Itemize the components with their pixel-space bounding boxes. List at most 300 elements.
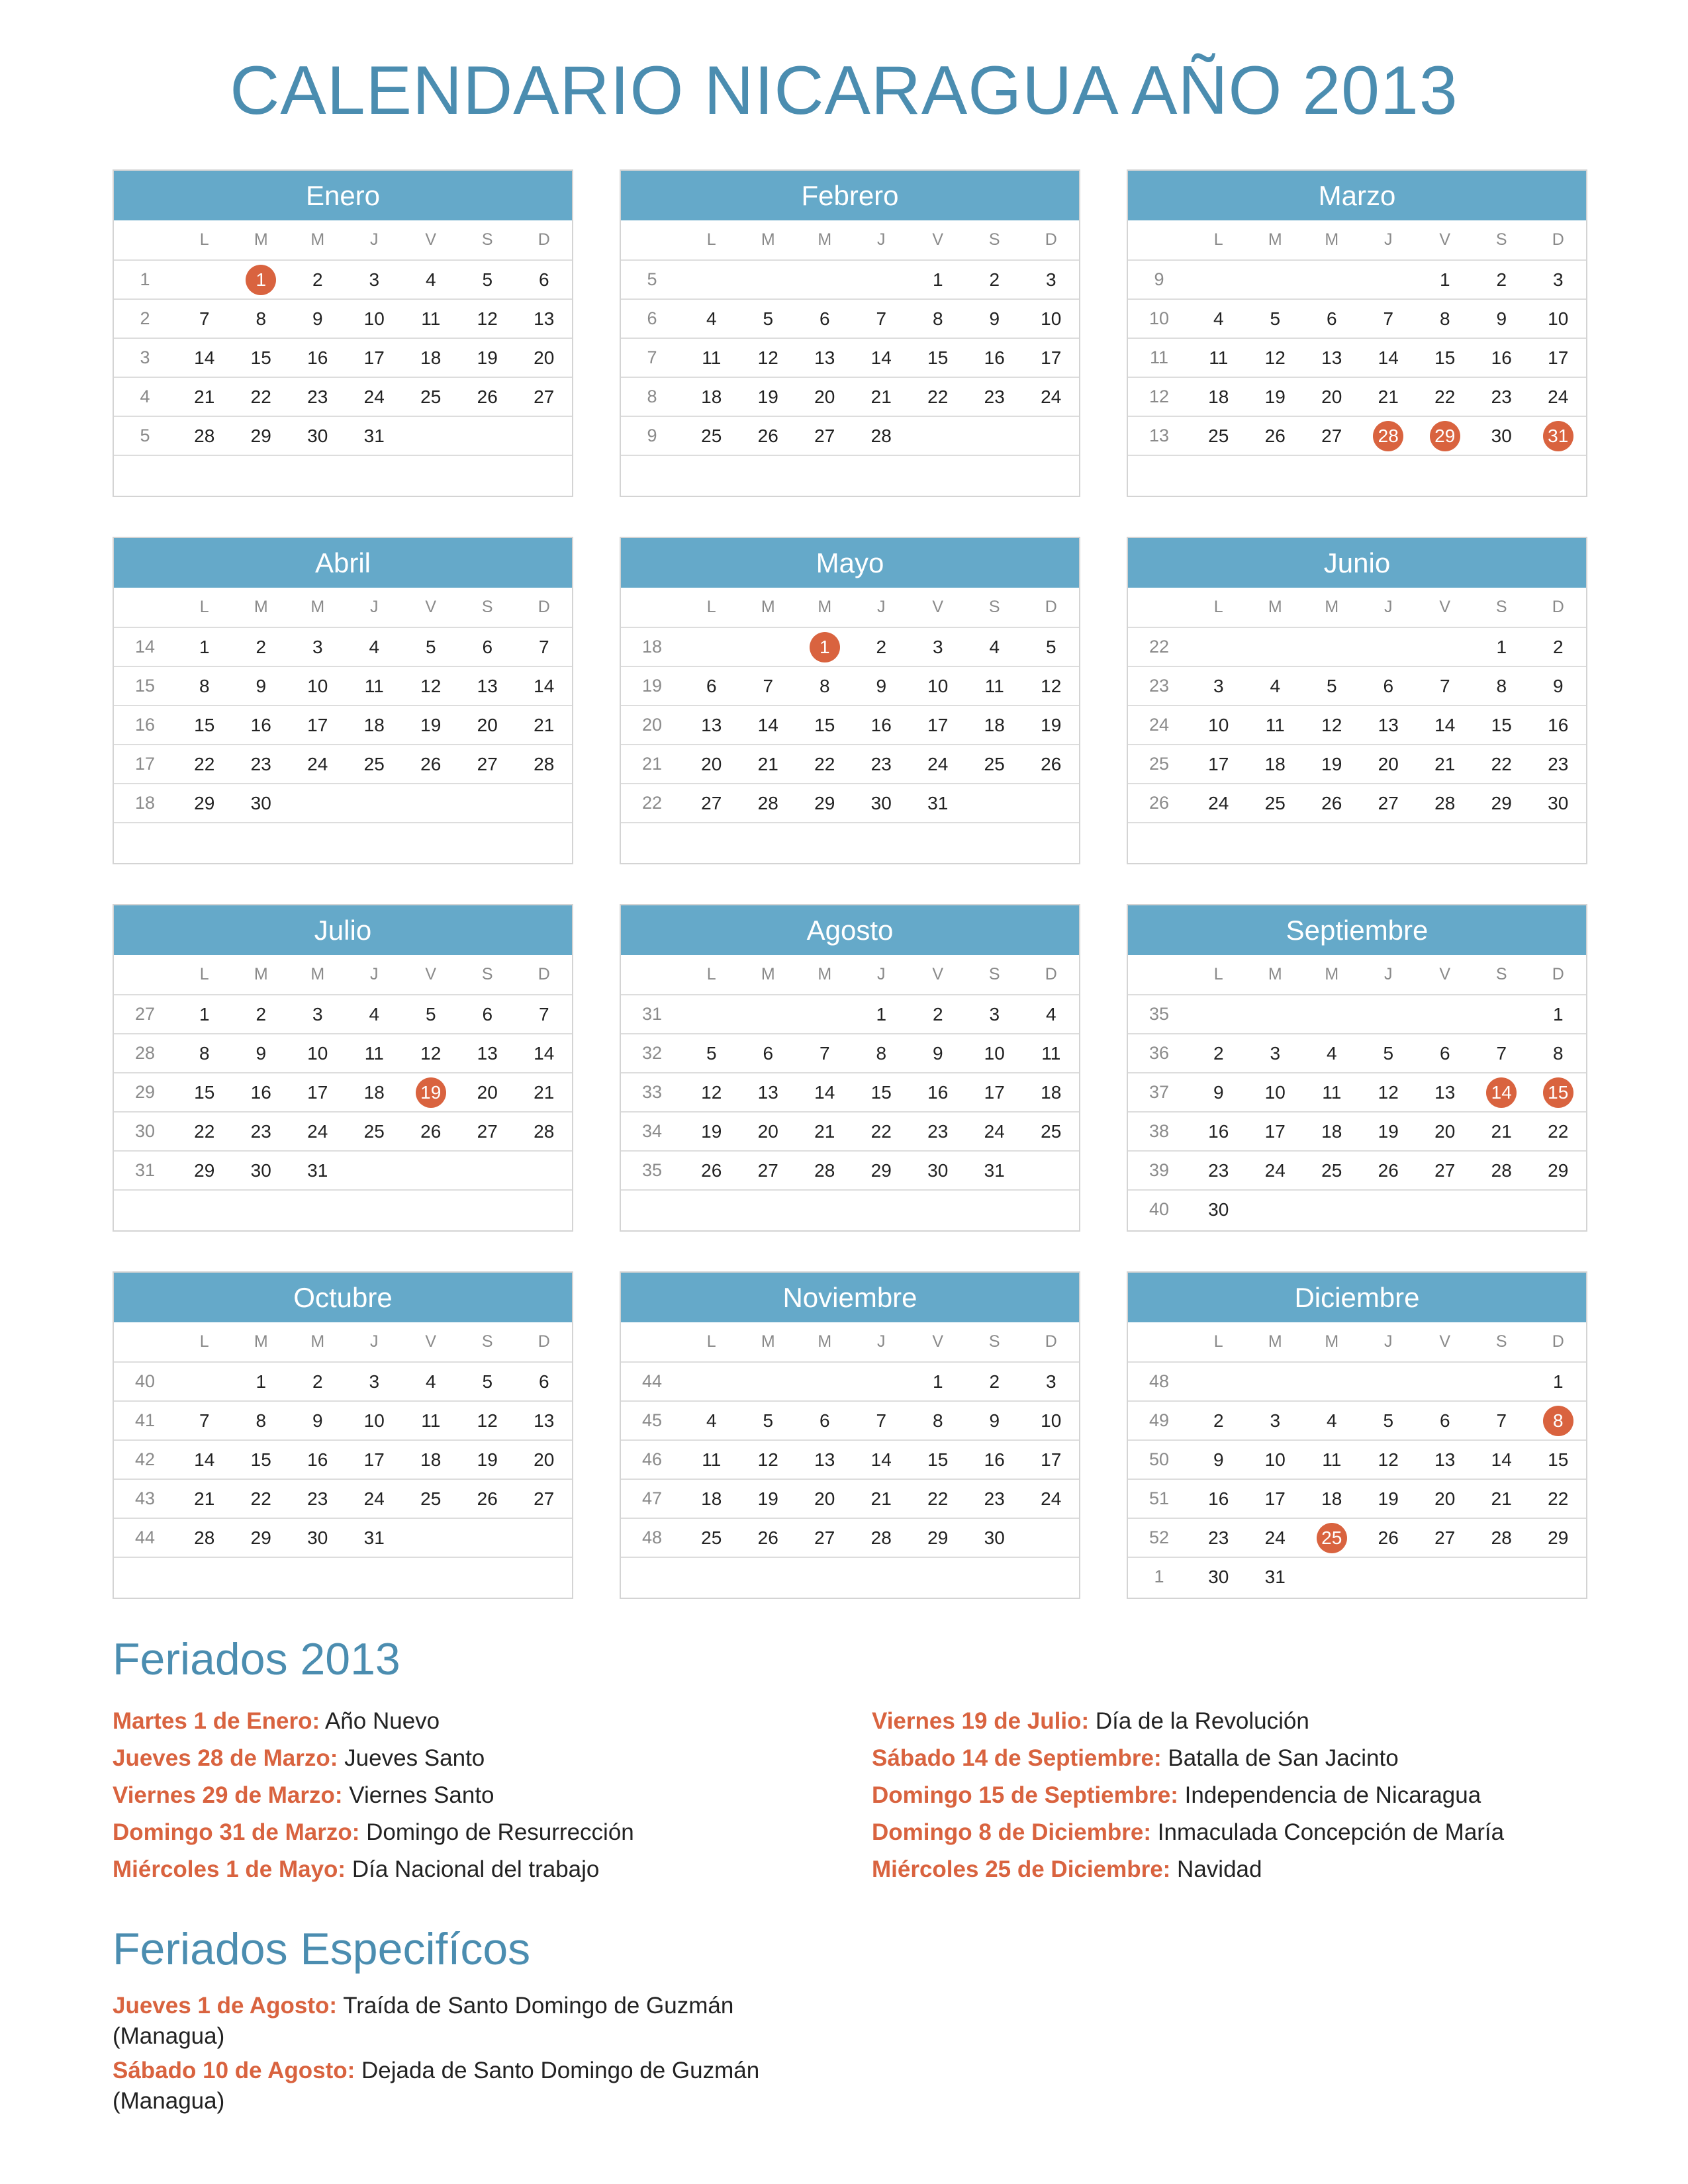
week-number: 29 [134, 1082, 156, 1102]
day-cell [233, 745, 290, 783]
weekday-label: J [370, 598, 379, 616]
day-number: 31 [1264, 1566, 1286, 1587]
day-cell [176, 995, 233, 1033]
day-cell [1360, 456, 1417, 494]
day-cell [1023, 1441, 1080, 1479]
week-number: 1 [140, 269, 150, 289]
weekday-label: M [1325, 598, 1339, 616]
day-number: 13 [757, 1081, 778, 1103]
day-number [979, 1562, 1009, 1592]
day-cell [1023, 745, 1080, 783]
day-number: 29 [1548, 1527, 1569, 1548]
day-cell [1023, 995, 1080, 1033]
day-cell [1023, 1558, 1080, 1596]
day-cell [459, 1113, 516, 1150]
day-number: 6 [763, 1042, 774, 1064]
week-number: 33 [641, 1082, 663, 1102]
day-number [1260, 265, 1290, 295]
day-cell [1360, 784, 1417, 822]
day-cell [516, 1480, 573, 1518]
day-number: 8 [876, 1042, 887, 1064]
day-cell [459, 628, 516, 666]
weekday-label: J [877, 965, 886, 983]
day-cell [740, 628, 797, 666]
day-number: 11 [364, 1042, 384, 1064]
day-number: 2 [1496, 269, 1507, 290]
month-name: Mayo [621, 538, 1079, 588]
day-cell [459, 667, 516, 705]
day-cell [796, 1441, 853, 1479]
day-number: 31 [927, 792, 949, 813]
week-number: 24 [1149, 715, 1170, 735]
day-cell [853, 823, 910, 861]
day-cell [910, 417, 966, 455]
day-number: 28 [870, 1527, 892, 1548]
day-cell [1417, 1519, 1474, 1557]
weekday-label: D [1552, 965, 1564, 983]
day-cell [402, 1152, 459, 1189]
day-number: 7 [876, 1410, 887, 1431]
day-cell [966, 1113, 1023, 1150]
day-cell [1247, 1402, 1304, 1439]
day-cell [1247, 339, 1304, 377]
day-cell [853, 1073, 910, 1111]
week-row [114, 338, 572, 377]
weekday-label: M [761, 1332, 775, 1351]
week-row [1128, 666, 1586, 705]
day-number: 22 [927, 1488, 949, 1509]
weekday-label: J [877, 230, 886, 249]
day-cell [1474, 1558, 1530, 1596]
holiday-date: Domingo 15 de Septiembre: [872, 1782, 1178, 1808]
day-number: 15 [1434, 347, 1456, 368]
day-number [1543, 827, 1573, 858]
day-cell [1247, 456, 1304, 494]
day-cell [796, 1113, 853, 1150]
day-cell [289, 995, 346, 1033]
day-cell [1303, 784, 1360, 822]
day-number: 17 [1264, 1488, 1286, 1509]
day-number: 29 [194, 1160, 215, 1181]
day-number: 9 [312, 308, 323, 329]
day-number: 11 [364, 675, 384, 696]
day-number: 22 [814, 753, 835, 774]
day-cell [459, 456, 516, 494]
day-number: 11 [702, 1449, 722, 1470]
day-number: 2 [256, 636, 267, 657]
weekday-label: L [706, 598, 716, 616]
day-number: 15 [870, 1081, 892, 1103]
day-cell [740, 667, 797, 705]
day-number: 14 [534, 1042, 555, 1064]
day-cell [402, 261, 459, 298]
day-number: 26 [1264, 425, 1286, 446]
weekday-label: L [706, 965, 716, 983]
day-cell [346, 339, 403, 377]
weekday-label: M [818, 230, 832, 249]
day-number: 19 [757, 1488, 778, 1509]
day-number: 1 [199, 1003, 210, 1024]
day-cell [289, 378, 346, 416]
day-number: 24 [984, 1120, 1005, 1142]
day-cell [1417, 823, 1474, 861]
day-cell [853, 1441, 910, 1479]
day-number [1203, 265, 1234, 295]
holiday-name: Navidad [1177, 1856, 1262, 1882]
weekday-label: M [254, 965, 268, 983]
day-cell [853, 417, 910, 455]
day-number [303, 827, 333, 858]
day-cell [1360, 1519, 1417, 1557]
day-number: 4 [425, 1371, 436, 1392]
day-cell [1303, 1402, 1360, 1439]
day-cell [289, 339, 346, 377]
day-number: 4 [1213, 308, 1224, 329]
day-cell [346, 1441, 403, 1479]
weekday-label: V [932, 230, 944, 249]
day-number [1430, 999, 1460, 1030]
day-cell [853, 1402, 910, 1439]
week-row [114, 1033, 572, 1072]
day-cell [683, 417, 740, 455]
holiday-date: Viernes 19 de Julio: [872, 1708, 1090, 1734]
holiday-item [113, 1814, 841, 1851]
day-number: 1 [256, 1371, 267, 1392]
day-cell [966, 1152, 1023, 1189]
day-cell [1190, 300, 1247, 338]
day-number: 19 [1378, 1120, 1399, 1142]
day-number: 8 [256, 1410, 267, 1431]
day-cell [1417, 745, 1474, 783]
day-number: 21 [814, 1120, 835, 1142]
weekday-label: L [1213, 965, 1223, 983]
day-cell [966, 456, 1023, 494]
day-cell [516, 339, 573, 377]
day-number [1260, 1195, 1290, 1225]
day-number [979, 1195, 1009, 1225]
day-number: 5 [1326, 675, 1337, 696]
day-number: 29 [870, 1160, 892, 1181]
day-number: 23 [1208, 1527, 1229, 1548]
day-number: 23 [250, 1120, 271, 1142]
holiday-item [113, 1777, 841, 1814]
week-number: 42 [134, 1449, 156, 1469]
day-cell [1023, 1363, 1080, 1400]
week-number-header [114, 588, 176, 627]
holidays-list-left [113, 1703, 841, 1888]
weekday-label: D [1552, 230, 1564, 249]
day-number: 30 [250, 1160, 271, 1181]
month-name: Noviembre [621, 1273, 1079, 1322]
day-cell [1303, 339, 1360, 377]
week-number: 44 [641, 1371, 663, 1391]
day-cell [516, 706, 573, 744]
holiday-item [872, 1851, 1587, 1888]
day-number [696, 1367, 727, 1397]
day-number: 18 [420, 1449, 442, 1470]
holiday-day-number: 1 [810, 632, 840, 662]
day-number: 26 [420, 753, 442, 774]
day-cell [233, 1152, 290, 1189]
weekday-label: J [370, 230, 379, 249]
day-cell [1417, 1480, 1474, 1518]
day-number: 27 [1321, 425, 1342, 446]
day-number: 24 [1041, 386, 1062, 407]
week-row [1128, 783, 1586, 822]
week-row [621, 455, 1079, 494]
day-number [1543, 460, 1573, 490]
day-number: 22 [1434, 386, 1456, 407]
day-cell [1023, 300, 1080, 338]
specific-holidays-list [113, 1991, 801, 2120]
weekday-header-row [114, 588, 572, 627]
day-cell [966, 745, 1023, 783]
holiday-item [872, 1777, 1587, 1814]
week-number: 9 [647, 426, 657, 445]
day-cell [1023, 1113, 1080, 1150]
day-number: 4 [706, 1410, 717, 1431]
weekday-header-row [114, 220, 572, 259]
day-cell [740, 261, 797, 298]
day-cell [346, 1558, 403, 1596]
day-number: 18 [1264, 753, 1286, 774]
day-number: 13 [1434, 1081, 1456, 1103]
day-cell [233, 1558, 290, 1596]
day-cell [910, 1152, 966, 1189]
day-cell [346, 823, 403, 861]
day-number: 3 [369, 1371, 380, 1392]
day-cell [176, 667, 233, 705]
day-cell [683, 628, 740, 666]
day-number: 4 [1045, 1003, 1056, 1024]
day-number: 29 [250, 1527, 271, 1548]
day-number [1543, 1195, 1573, 1225]
weekday-label: S [481, 965, 493, 983]
day-cell [289, 300, 346, 338]
day-cell [1474, 1113, 1530, 1150]
day-number [416, 1562, 446, 1592]
day-number: 14 [1491, 1449, 1512, 1470]
day-number: 2 [876, 636, 887, 657]
weekday-label: S [1495, 598, 1507, 616]
day-cell [1360, 1363, 1417, 1400]
week-number [1128, 823, 1190, 861]
day-number: 20 [757, 1120, 778, 1142]
day-cell [459, 823, 516, 861]
day-number: 14 [814, 1081, 835, 1103]
day-cell [1360, 706, 1417, 744]
day-cell [796, 456, 853, 494]
day-cell [1360, 1113, 1417, 1150]
weekday-label: M [1325, 965, 1339, 983]
weekday-label: J [1384, 598, 1393, 616]
week-number-header [1128, 1322, 1190, 1361]
day-number: 9 [1496, 308, 1507, 329]
day-number: 16 [984, 1449, 1005, 1470]
month-calendar [1127, 904, 1587, 1232]
day-cell [796, 1073, 853, 1111]
holiday-date: Miércoles 25 de Diciembre: [872, 1856, 1171, 1882]
day-cell [966, 1191, 1023, 1228]
day-number: 28 [534, 1120, 555, 1142]
day-cell [346, 261, 403, 298]
day-number [1373, 827, 1403, 858]
day-number [1430, 632, 1460, 662]
day-cell [176, 1441, 233, 1479]
day-cell [1530, 745, 1587, 783]
day-cell [683, 706, 740, 744]
day-cell [459, 1402, 516, 1439]
day-number [1036, 1195, 1066, 1225]
day-cell [233, 1363, 290, 1400]
day-number: 8 [1439, 308, 1450, 329]
day-cell [1247, 1519, 1304, 1557]
day-number: 20 [1434, 1120, 1456, 1142]
day-cell [1303, 378, 1360, 416]
week-row [114, 1400, 572, 1439]
holiday-name: Viernes Santo [349, 1782, 494, 1808]
day-cell [176, 745, 233, 783]
day-number: 17 [984, 1081, 1005, 1103]
weekday-label: M [310, 230, 325, 249]
weekday-label: S [481, 1332, 493, 1351]
day-cell [796, 1363, 853, 1400]
day-cell [683, 667, 740, 705]
holiday-day-number: 25 [1317, 1523, 1347, 1553]
holidays-title: Feriados 2013 [113, 1634, 400, 1684]
month-name: Febrero [621, 171, 1079, 220]
day-number: 14 [1434, 714, 1456, 735]
day-cell [289, 784, 346, 822]
day-number: 16 [307, 1449, 328, 1470]
week-number: 7 [647, 347, 657, 367]
day-cell [796, 261, 853, 298]
day-cell [1417, 1558, 1474, 1596]
day-cell [1360, 339, 1417, 377]
day-cell [796, 339, 853, 377]
month-calendar [113, 537, 573, 864]
day-cell [1530, 1113, 1587, 1150]
day-cell [176, 1558, 233, 1596]
day-cell [402, 456, 459, 494]
day-number [1036, 1562, 1066, 1592]
day-cell [516, 823, 573, 861]
day-number: 16 [250, 714, 271, 735]
day-cell [1474, 1480, 1530, 1518]
day-cell [176, 1402, 233, 1439]
day-number: 6 [1383, 675, 1394, 696]
day-number: 11 [1322, 1081, 1342, 1103]
day-number: 7 [1439, 675, 1450, 696]
day-number: 20 [701, 753, 722, 774]
weekday-label: V [932, 1332, 944, 1351]
day-number: 7 [199, 308, 210, 329]
day-number: 21 [1491, 1120, 1512, 1142]
day-cell [233, 456, 290, 494]
holiday-day-number: 15 [1543, 1077, 1573, 1108]
day-number: 27 [534, 386, 555, 407]
weekday-label: S [988, 965, 1000, 983]
day-number: 8 [819, 675, 830, 696]
day-cell [1190, 745, 1247, 783]
holiday-item [113, 1851, 841, 1888]
day-cell [1530, 1191, 1587, 1228]
day-number: 6 [538, 269, 549, 290]
day-number: 18 [1041, 1081, 1062, 1103]
day-cell [853, 1034, 910, 1072]
day-number [1203, 460, 1234, 490]
day-cell [1360, 995, 1417, 1033]
day-number [1486, 999, 1517, 1030]
day-number: 12 [1378, 1449, 1399, 1470]
day-cell [516, 1519, 573, 1557]
day-cell [1247, 1152, 1304, 1189]
specific-holidays-title: Feriados Especifícos [113, 1924, 531, 1974]
day-cell [459, 1519, 516, 1557]
day-number [1543, 1562, 1573, 1592]
day-number: 8 [199, 675, 210, 696]
day-cell [683, 823, 740, 861]
month-calendar [620, 537, 1080, 864]
day-cell [910, 339, 966, 377]
day-number: 6 [482, 636, 493, 657]
day-number: 21 [1434, 753, 1456, 774]
day-number [1260, 632, 1290, 662]
day-cell [683, 300, 740, 338]
week-row [1128, 259, 1586, 298]
day-number: 16 [307, 347, 328, 368]
day-cell [910, 1519, 966, 1557]
day-number [189, 265, 220, 295]
day-number [1036, 460, 1066, 490]
week-row [621, 627, 1079, 666]
day-number: 14 [194, 347, 215, 368]
day-cell [1303, 823, 1360, 861]
day-cell [1023, 1480, 1080, 1518]
day-number [979, 421, 1009, 451]
day-number: 18 [363, 1081, 385, 1103]
day-number [1373, 1195, 1403, 1225]
weekday-label: S [1495, 1332, 1507, 1351]
day-cell [1474, 1191, 1530, 1228]
week-number: 28 [134, 1043, 156, 1063]
day-cell [1247, 1191, 1304, 1228]
day-number [416, 788, 446, 819]
week-row [621, 1479, 1079, 1518]
day-cell [346, 1113, 403, 1150]
weekday-label: J [1384, 1332, 1393, 1351]
week-number [621, 823, 683, 861]
day-cell [1530, 261, 1587, 298]
weekday-label: M [310, 1332, 325, 1351]
week-row [621, 744, 1079, 783]
week-number: 5 [140, 426, 150, 445]
week-row [114, 298, 572, 338]
day-number: 12 [1378, 1081, 1399, 1103]
day-cell [1474, 1519, 1530, 1557]
holiday-date: Jueves 1 de Agosto: [113, 1993, 338, 2019]
day-number: 15 [194, 714, 215, 735]
day-number: 17 [1548, 347, 1569, 368]
day-number: 19 [701, 1120, 722, 1142]
day-number: 25 [1208, 425, 1229, 446]
weekday-label: V [1439, 598, 1451, 616]
day-number [979, 788, 1009, 819]
weekday-label: M [1268, 1332, 1282, 1351]
day-cell [910, 1402, 966, 1439]
day-cell [233, 1519, 290, 1557]
day-cell [853, 784, 910, 822]
